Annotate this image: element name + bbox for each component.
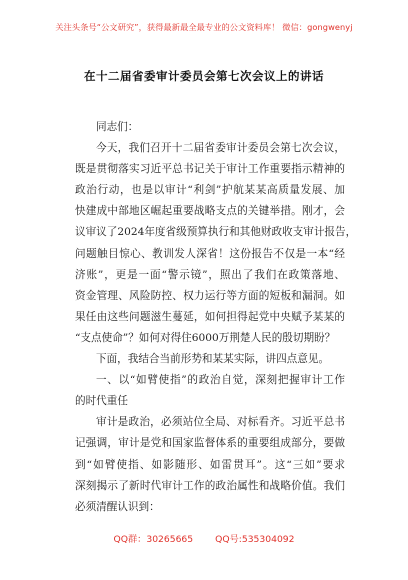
document-title: 在十二届省委审计委员会第七次会议上的讲话 bbox=[84, 69, 324, 83]
header-banner: 关注头条号“公文研究”，获得最新最全最专业的公文资料库！ 微信：gongwenyj bbox=[55, 22, 353, 32]
salutation-line: 同志们： bbox=[96, 121, 139, 133]
body-line: “支点使命”？如何对得住6000万荆楚人民的殷切期盼？ bbox=[75, 331, 336, 344]
footer-qq-number: QQ号:535304092 bbox=[215, 534, 295, 545]
footer-contact bbox=[0, 531, 408, 545]
body-line: 快建成中部地区崛起重要战略支点的关键举措。刚才，会 bbox=[75, 205, 345, 218]
body-line: 问题触目惊心、教训发人深省！这份报告不仅是一本“经 bbox=[75, 247, 345, 260]
footer-qq-group: QQ群：30265665 bbox=[113, 534, 194, 545]
body-line: 记强调，审计是党和国家监督体系的重要组成部分，要做 bbox=[75, 437, 345, 450]
body-line: 到“如臂使指、如影随形、如雷贯耳”。这“三如”要求 bbox=[75, 458, 345, 471]
body-line: 济账”，更是一面“警示镜”，照出了我们在政策落地、 bbox=[75, 268, 345, 281]
body-line: 既是贯彻落实习近平总书记关于审计工作重要指示精神的 bbox=[75, 163, 345, 176]
section-heading-line: 的时代重任 bbox=[75, 395, 128, 408]
body-line: 深刻揭示了新时代审计工作的政治属性和战略价值。我们 bbox=[75, 479, 345, 492]
section-heading-line: 一、以“如臂使指”的政治自觉，深刻把握审计工作 bbox=[96, 374, 345, 387]
body-line: 果任由这些问题滋生蔓延，如何担得起党中央赋予某某的 bbox=[75, 310, 345, 323]
document-body bbox=[75, 117, 357, 518]
body-line: 议审议了2024年度省级预算执行和其他财政收支审计报告， bbox=[75, 226, 357, 239]
body-line: 审计是政治，必须站位全局、对标看齐。习近平总书 bbox=[96, 416, 345, 429]
body-line: 下面，我结合当前形势和某某实际，讲四点意见。 bbox=[96, 353, 330, 366]
body-line: 今天，我们召开十二届省委审计委员会第七次会议， bbox=[96, 142, 345, 155]
body-line: 必须清醒认识到： bbox=[75, 500, 160, 513]
body-line: 资金管理、风险防控、权力运行等方面的短板和漏洞。如 bbox=[75, 289, 345, 302]
body-line: 政治行动，也是以审计“利剑”护航某某高质量发展、加 bbox=[75, 184, 345, 197]
